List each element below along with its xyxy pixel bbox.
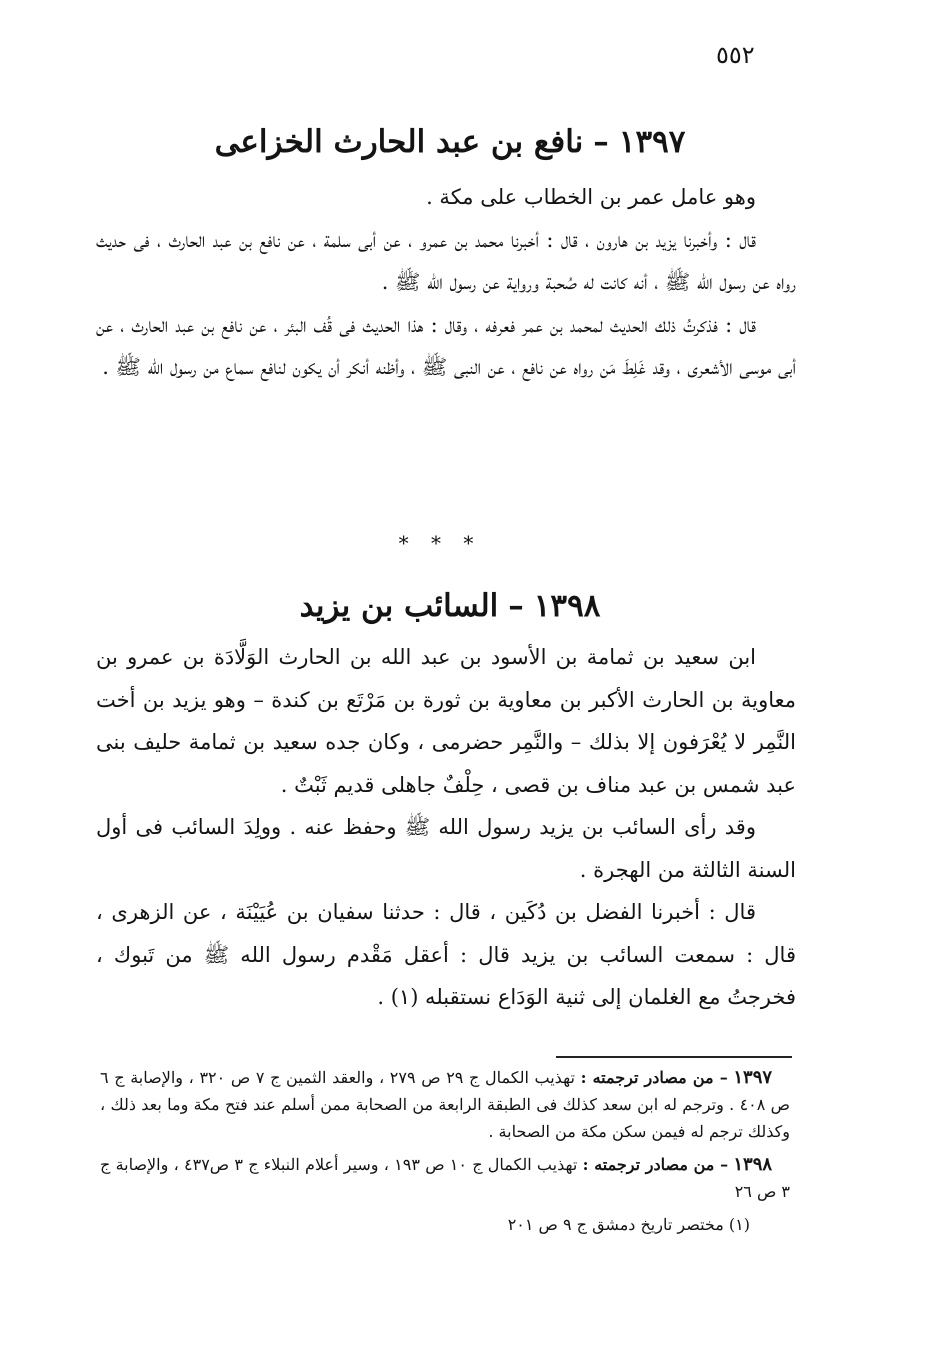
entry-number: ١٣٩٧: [618, 124, 686, 160]
entry-name: السائب بن يزيد: [299, 588, 499, 624]
heading-dash: –: [508, 588, 524, 624]
page-number: ٥٥٢: [716, 41, 755, 69]
footnote-sources-1398: [100, 1151, 790, 1205]
footnote-divider: [556, 1056, 792, 1058]
footnotes: [100, 1064, 790, 1244]
entry-heading-1397: [90, 122, 810, 162]
footnote-label: – من مصادر ترجمته :: [580, 1068, 728, 1087]
footnote-text: تهذيب الكمال ج ١٠ ص ١٩٣ ، وسير أعلام النبلاء ج ٣ ص٤٣٧ ، والإصابة ج ٣ ص ٢٦: [100, 1155, 790, 1201]
footnote-1: (١) مختصر تاريخ دمشق ج ٩ ص ٢٠١: [507, 1215, 750, 1234]
entry-number: ١٣٩٨: [533, 588, 601, 624]
paragraph: وهو عامل عمر بن الخطاب على مكة .: [426, 185, 756, 209]
paragraph: قال : فذكرتُ ذلك الحديث لمحمد بن عمر فعرفه ، وقال : هذا الحديث فى قُف البئر ، عن نافع بن عبد الحارث ، عن أبى موسى الأشعرى ، وقد غَلِطَ مَن رواه عن نافع ، عن النبى ﷺ ، وأظنه أنكر أن يكون لنافع سماع من رسول الله ﷺ .: [96, 312, 796, 379]
paragraph: قال : أخبرنا الفضل بن دُكَين ، قال : حدثنا سفيان بن عُيَيْنَة ، عن الزهرى ، قال : سمعت السائب بن يزيد قال : أعقل مَقْدم رسول الله ﷺ من تَبوك ، فخرجتُ مع الغلمان إلى ثنية الوَدَاع نستقبله (١) .: [96, 900, 796, 1009]
section-separator: * * *: [398, 531, 482, 555]
footnote-number: ١٣٩٨: [733, 1154, 773, 1175]
heading-dash: –: [593, 124, 609, 160]
entry-body-1398: [96, 636, 796, 1019]
footnote-number: ١٣٩٧: [733, 1067, 773, 1088]
paragraph: ابن سعيد بن ثمامة بن الأسود بن عبد الله بن الحارث الوَلَّادَة بن عمرو بن معاوية بن الحارث الأكبر بن معاوية بن ثورة بن مَرْتَع بن كندة – وهو يزيد بن أخت النَّمِر لا يُعْرَفون إلا بذلك – والنَّمِر حضرمى ، وكان جده سعيد بن ثمامة حليف بنى عبد شمس بن عبد مناف بن قصى ، حِلْفٌ جاهلى قديم ثَبْتٌ .: [96, 645, 796, 797]
entry-name: نافع بن عبد الحارث الخزاعى: [214, 124, 584, 160]
paragraph: وقد رأى السائب بن يزيد رسول الله ﷺ وحفظ عنه . وولِدَ السائب فى أول السنة الثالثة من الهجرة .: [96, 815, 796, 882]
footnote-sources-1397: [100, 1064, 790, 1145]
footnote-label: – من مصادر ترجمته :: [582, 1155, 729, 1174]
entry-body-1397: [96, 176, 796, 389]
paragraph: قال : وأخبرنا يزيد بن هارون ، قال : أخبرنا محمد بن عمرو ، عن أبى سلمة ، عن نافع بن عبد الحارث ، فى حديث رواه عن رسول الله ﷺ ، أنه كانت له صُحبة ورواية عن رسول الله ﷺ .: [96, 227, 796, 294]
footnote-text: تهذيب الكمال ج ٢٩ ص ٢٧٩ ، والعقد الثمين ج ٧ ص ٣٢٠ ، والإصابة ج ٦ ص ٤٠٨ . وترجم له ابن سعد كذلك فى الطبقة الرابعة من الصحابة ممن أسلم عند فتح مكة وما بعد ذلك ، وكذلك ترجم له فيمن سكن مكة من الصحابة .: [100, 1068, 791, 1141]
entry-heading-1398: [90, 586, 810, 626]
